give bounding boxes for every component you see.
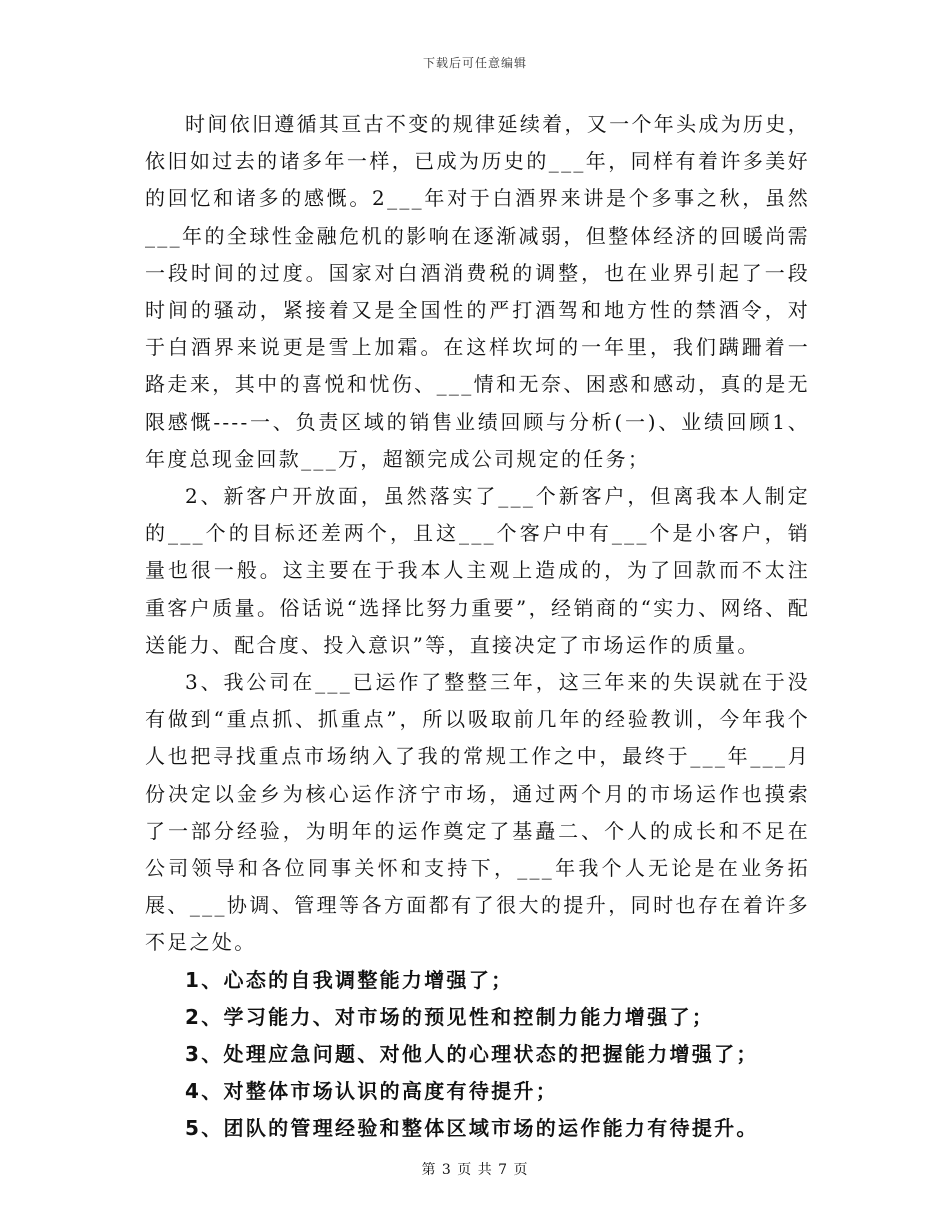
paragraph: 3、我公司在___已运作了整整三年，这三年来的失误就在于没有做到“重点抓、抓重点”，所以吸取前几年的经验教训，今年我个人也把寻找重点市场纳入了我的常规工作之中，最终于___年___月份决定以金乡为核心运作济宁市场，通过两个月的市场运作也摸索了一部分经验，为明年的运作奠定了基矗二、个人的成长和不足在公司领导和各位同事关怀和支持下，___年我个人无论是在业务拓展、___协调、管理等各方面都有了很大的提升，同时也存在着许多不足之处。 bbox=[145, 670, 810, 955]
list-item: 5、团队的管理经验和整体区域市场的运作能力有待提升。 bbox=[185, 1116, 759, 1141]
paragraph: 时间依旧遵循其亘古不变的规律延续着，又一个年头成为历史，依旧如过去的诸多年一样，已成为历史的___年，同样有着许多美好的回忆和诸多的感慨。2___年对于白酒界来讲是个多事之秋，虽然___年的全球性金融危机的影响在逐渐减弱，但整体经济的回暖尚需一段时间的过度。国家对白酒消费税的调整，也在业界引起了一段时间的骚动，紧接着又是全国性的严打酒驾和地方性的禁酒令，对于白酒界来说更是雪上加霜。在这样坎坷的一年里，我们蹒跚着一路走来，其中的喜悦和忧伤、___情和无奈、困惑和感动，真的是无限感慨----一、负责区域的销售业绩回顾与分析(一)、业绩回顾1、年度总现金回款___万，超额完成公司规定的任务； bbox=[145, 112, 810, 471]
summary-list bbox=[145, 962, 810, 1148]
list-item: 4、对整体市场认识的高度有待提升； bbox=[185, 1079, 559, 1104]
page-indicator: 第 3 页 共 7 页 bbox=[421, 1162, 529, 1178]
list-item: 1、心态的自我调整能力增强了； bbox=[185, 967, 514, 992]
header-note: 下载后可任意编辑 bbox=[422, 56, 527, 70]
document-body bbox=[145, 106, 810, 1148]
list-item: 3、处理应急问题、对他人的心理状态的把握能力增强了； bbox=[185, 1042, 759, 1067]
list-item: 2、学习能力、对市场的预见性和控制力能力增强了； bbox=[185, 1004, 715, 1029]
paragraph: 2、新客户开放面，虽然落实了___个新客户，但离我本人制定的___个的目标还差两个，且这___个客户中有___个是小客户，销量也很一般。这主要在于我本人主观上造成的，为了回款而不太注重客户质量。俗话说“选择比努力重要”，经销商的“实力、网络、配送能力、配合度、投入意识”等，直接决定了市场运作的质量。 bbox=[145, 484, 810, 657]
